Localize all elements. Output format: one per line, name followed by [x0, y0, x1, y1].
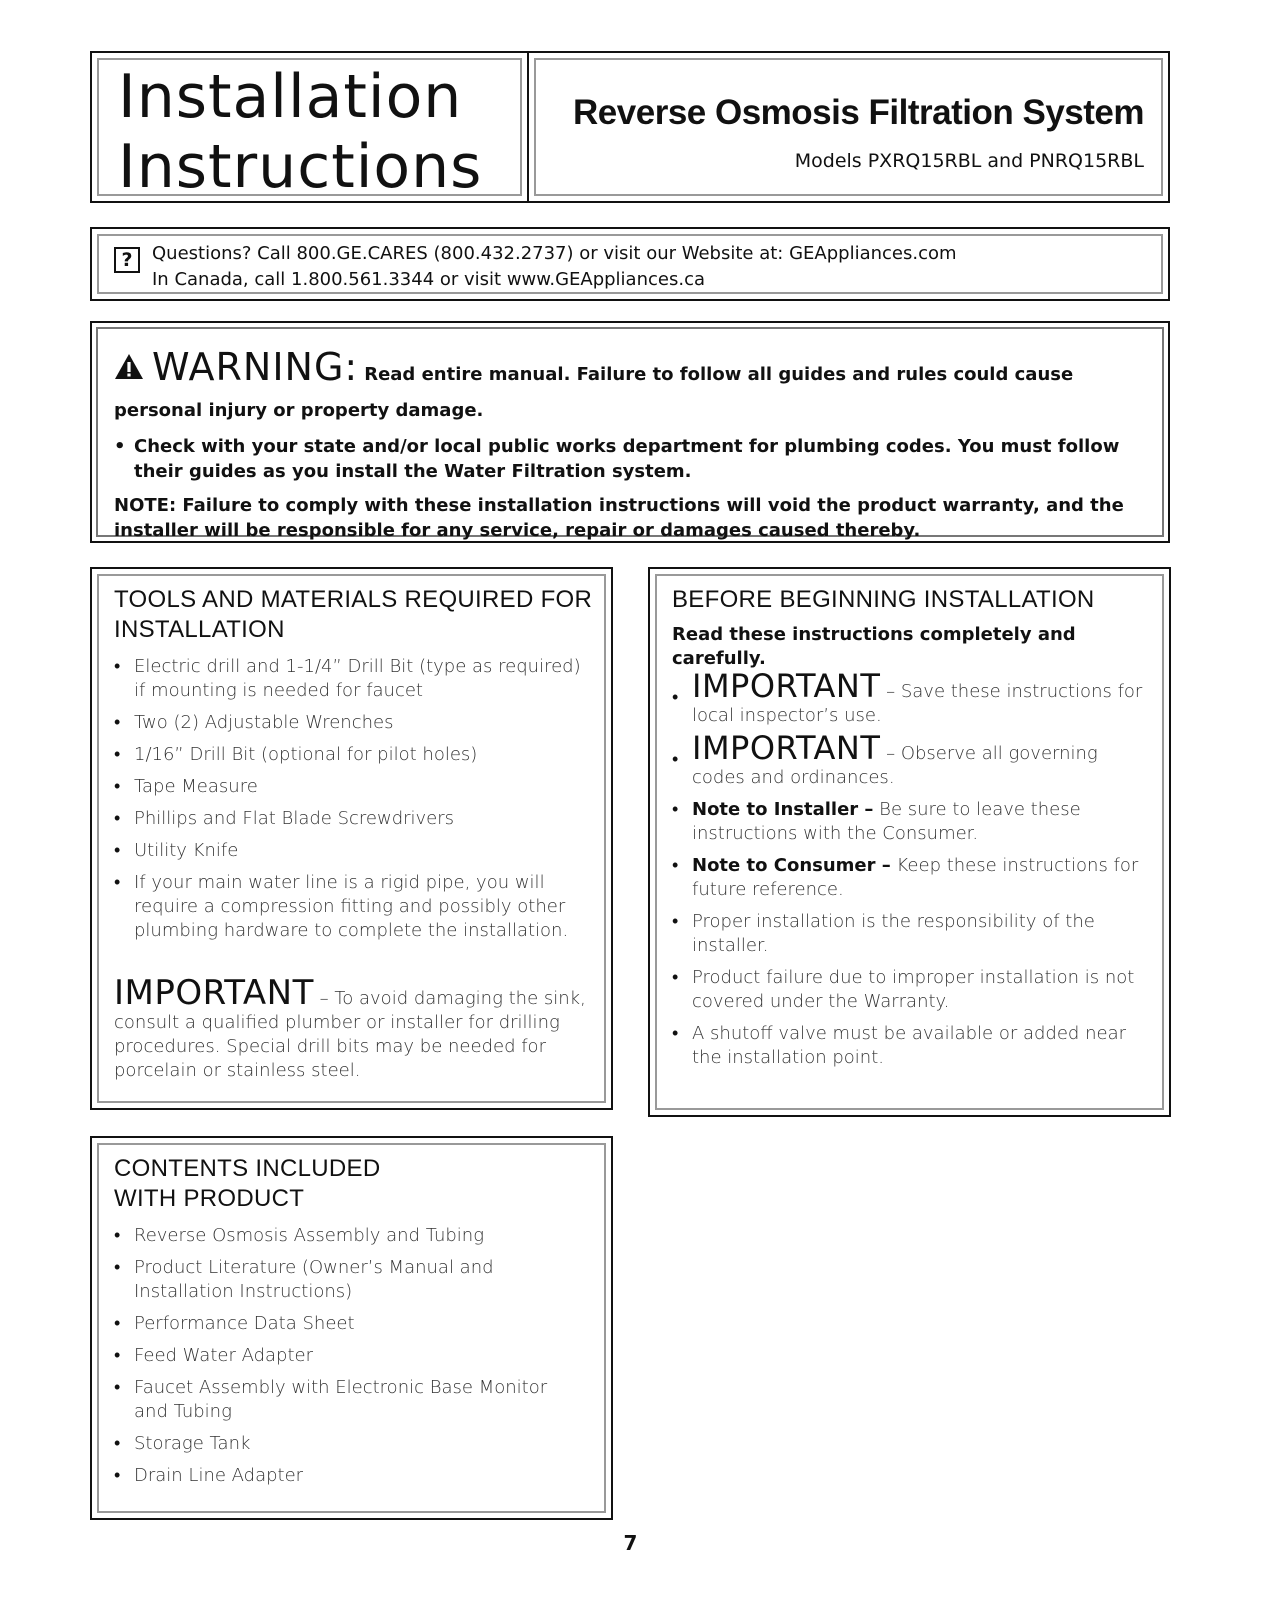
tools-important-note — [114, 973, 594, 1083]
question-icon: ? — [114, 247, 140, 273]
important-label: IMPORTANT — [692, 729, 881, 767]
important-text: – To avoid damaging the sink, consult a qualified plumber or installer for drilling procedures. Special drill bits may be needed for porcelain or stainless steel. — [114, 988, 586, 1081]
important-label: IMPORTANT — [692, 667, 881, 705]
warning-heading — [114, 345, 1073, 389]
note-lead: Note to Consumer – — [692, 855, 891, 876]
warning-lead-text: Read entire manual. Failure to follow all guides and rules could cause — [364, 364, 1074, 385]
page-number: 7 — [623, 1531, 638, 1555]
contents-list — [114, 1224, 584, 1496]
contents-panel — [90, 1136, 613, 1520]
list-item: • Two (2) Adjustable Wrenches — [114, 711, 584, 735]
model-numbers: Models PXRQ15RBL and PNRQ15RBL — [794, 150, 1144, 172]
contact-panel — [90, 227, 1170, 301]
tools-list — [114, 655, 584, 951]
warning-triangle-icon — [114, 353, 144, 384]
contact-canada-line: In Canada, call 1.800.561.3344 or visit www.GEAppliances.ca — [152, 269, 705, 290]
before-title: BEFORE BEGINNING INSTALLATION — [672, 586, 1095, 613]
warning-lead-continued: personal injury or property damage. — [114, 400, 484, 421]
warning-title: WARNING: — [152, 345, 359, 389]
list-item: • Phillips and Flat Blade Screwdrivers — [114, 807, 584, 831]
page-title-line2: Instructions — [118, 132, 483, 202]
list-item: • Product Literature (Owner’s Manual and Installation Instructions) — [114, 1256, 584, 1304]
list-item — [672, 854, 1154, 902]
important-label: IMPORTANT — [114, 973, 314, 1013]
list-item: • Electric drill and 1-1/4” Drill Bit (type as required) if mounting is needed for faucet — [114, 655, 584, 703]
note-text: Keep these instructions for future reference. — [692, 855, 1139, 900]
tools-panel — [90, 567, 613, 1110]
contents-title-line1: CONTENTS INCLUDED — [114, 1155, 381, 1182]
list-item: • If your main water line is a rigid pipe, you will require a compression fitting and possibly other plumbing hardware to complete the installation. — [114, 871, 584, 943]
note-text: Be sure to leave these instructions with the Consumer. — [692, 799, 1081, 844]
list-item: • Drain Line Adapter — [114, 1464, 584, 1488]
list-item: • Faucet Assembly with Electronic Base Monitor and Tubing — [114, 1376, 584, 1424]
contact-us-line: Questions? Call 800.GE.CARES (800.432.2737) or visit our Website at: GEAppliances.com — [152, 243, 957, 264]
before-subtitle: Read these instructions completely and carefully. — [672, 624, 1076, 669]
list-item: • A shutoff valve must be available or added near the installation point. — [672, 1022, 1154, 1070]
page-title-line1: Installation — [118, 62, 463, 132]
list-item: • Tape Measure — [114, 775, 584, 799]
before-list — [672, 667, 1154, 1078]
contents-title-line2: WITH PRODUCT — [114, 1185, 305, 1212]
warning-panel — [90, 321, 1170, 543]
list-item: • Product failure due to improper installation is not covered under the Warranty. — [672, 966, 1154, 1014]
contents-title — [114, 1154, 594, 1214]
list-item: • 1/16” Drill Bit (optional for pilot holes) — [114, 743, 584, 767]
note-lead: Note to Installer – — [692, 799, 874, 820]
title-panel — [90, 51, 529, 203]
list-item — [672, 667, 1154, 728]
list-item: • Performance Data Sheet — [114, 1312, 584, 1336]
product-name: Reverse Osmosis Filtration System — [573, 93, 1144, 132]
tools-title: TOOLS AND MATERIALS REQUIRED FOR INSTALLATION — [114, 586, 593, 643]
list-item: • Feed Water Adapter — [114, 1344, 584, 1368]
list-item — [672, 798, 1154, 846]
important-text: – Observe all governing codes and ordinances. — [692, 743, 1098, 788]
list-item: • Utility Knife — [114, 839, 584, 863]
list-item: • Reverse Osmosis Assembly and Tubing — [114, 1224, 584, 1248]
product-panel — [527, 51, 1170, 203]
list-item — [672, 729, 1154, 790]
warning-note: NOTE: Failure to comply with these installation instructions will void the product warranty, and the installer will be responsible for any service, repair or damages caused thereby. — [114, 495, 1124, 541]
list-item: • Proper installation is the responsibility of the installer. — [672, 910, 1154, 958]
before-installation-panel — [648, 567, 1171, 1117]
warning-bullet: • Check with your state and/or local public works department for plumbing codes. You must follow their guides as you install the Water Filtration system. — [114, 434, 1144, 484]
list-item: • Storage Tank — [114, 1432, 584, 1456]
important-text: – Save these instructions for local inspector’s use. — [692, 681, 1143, 726]
